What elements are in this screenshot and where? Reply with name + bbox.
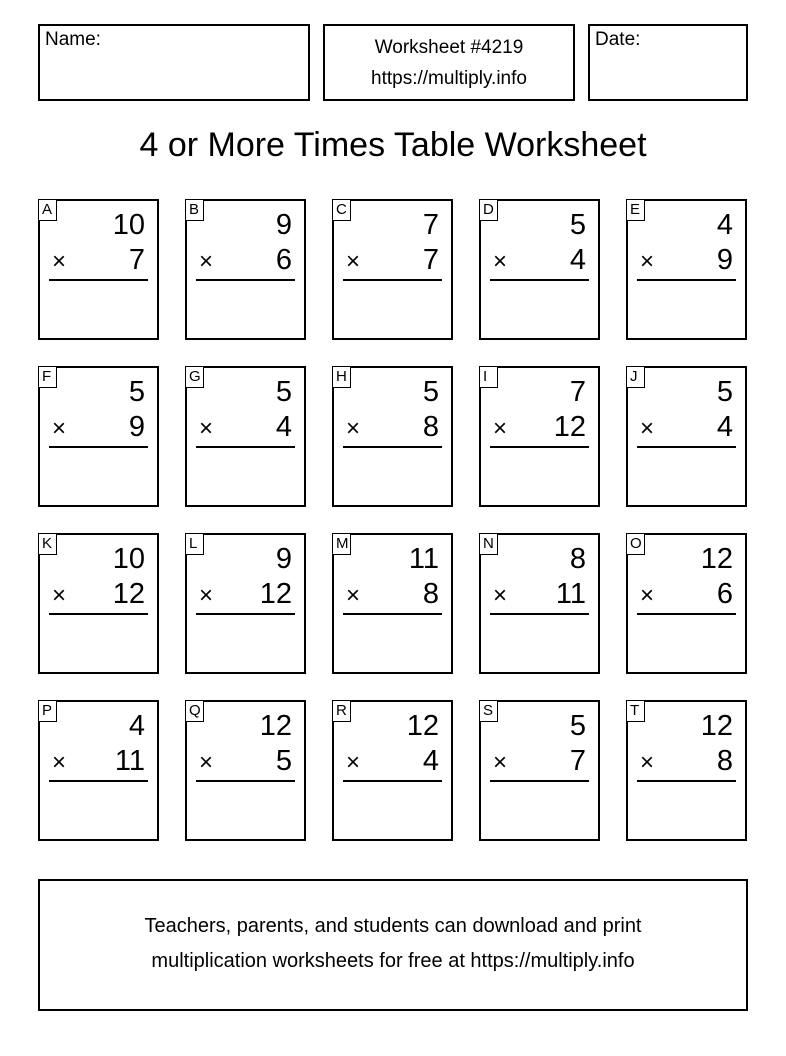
multiplicand: 8 <box>569 543 586 575</box>
answer-line <box>196 613 295 615</box>
problem-letter: N <box>479 533 498 555</box>
worksheet-number: Worksheet #4219 <box>374 37 524 58</box>
problem-letter: C <box>332 199 351 221</box>
answer-line <box>490 446 589 448</box>
problem-card[interactable] <box>626 199 747 340</box>
multiplicand: 10 <box>112 209 145 241</box>
multiply-sign: × <box>199 248 214 275</box>
multiplicand: 12 <box>700 710 733 742</box>
multiplier: 7 <box>422 244 439 276</box>
problem-letter: J <box>626 366 645 388</box>
multiply-sign: × <box>640 248 655 275</box>
multiplier: 9 <box>128 411 145 443</box>
problem-letter: O <box>626 533 645 555</box>
multiply-sign: × <box>640 749 655 776</box>
multiplier: 6 <box>275 244 292 276</box>
answer-line <box>637 279 736 281</box>
multiply-sign: × <box>493 582 508 609</box>
multiplier: 4 <box>569 244 586 276</box>
multiplicand: 7 <box>569 376 586 408</box>
multiplier: 8 <box>716 745 733 777</box>
problem-card[interactable] <box>38 199 159 340</box>
multiplicand: 5 <box>569 209 586 241</box>
problem-letter: K <box>38 533 57 555</box>
problem-letter: A <box>38 199 57 221</box>
problem-letter: I <box>479 366 498 388</box>
answer-line <box>49 446 148 448</box>
multiply-sign: × <box>52 248 67 275</box>
multiply-sign: × <box>346 582 361 609</box>
multiplier: 11 <box>555 578 586 610</box>
problem-card[interactable] <box>626 366 747 507</box>
footer-box <box>38 879 748 1011</box>
problem-card[interactable] <box>626 533 747 674</box>
answer-line <box>490 279 589 281</box>
multiplier: 8 <box>422 411 439 443</box>
multiply-sign: × <box>493 749 508 776</box>
multiplier: 7 <box>569 745 586 777</box>
multiplier: 5 <box>275 745 292 777</box>
multiplicand: 4 <box>716 209 733 241</box>
multiplier: 12 <box>553 411 586 443</box>
multiplicand: 10 <box>112 543 145 575</box>
date-field[interactable] <box>588 24 748 101</box>
multiplier: 11 <box>114 745 145 777</box>
problem-card[interactable] <box>332 700 453 841</box>
multiplicand: 12 <box>406 710 439 742</box>
multiply-sign: × <box>199 415 214 442</box>
problem-card[interactable] <box>38 533 159 674</box>
problem-card[interactable] <box>626 700 747 841</box>
multiplicand: 11 <box>408 543 439 575</box>
problem-card[interactable] <box>185 700 306 841</box>
problem-card[interactable] <box>332 199 453 340</box>
multiply-sign: × <box>199 582 214 609</box>
multiplier: 12 <box>259 578 292 610</box>
problem-card[interactable] <box>185 199 306 340</box>
multiply-sign: × <box>493 415 508 442</box>
answer-line <box>637 780 736 782</box>
problem-letter: R <box>332 700 351 722</box>
multiplier: 7 <box>128 244 145 276</box>
multiplicand: 9 <box>275 543 292 575</box>
page-title: 4 or More Times Table Worksheet <box>139 126 647 164</box>
worksheet-info-box <box>323 24 575 101</box>
multiplicand: 5 <box>716 376 733 408</box>
answer-line <box>196 279 295 281</box>
multiply-sign: × <box>52 582 67 609</box>
multiplier: 6 <box>716 578 733 610</box>
name-field[interactable] <box>38 24 310 101</box>
multiply-sign: × <box>346 415 361 442</box>
problem-card[interactable] <box>185 366 306 507</box>
problem-card[interactable] <box>479 366 600 507</box>
answer-line <box>637 446 736 448</box>
multiplicand: 12 <box>700 543 733 575</box>
answer-line <box>343 613 442 615</box>
multiplier: 12 <box>112 578 145 610</box>
problem-card[interactable] <box>479 199 600 340</box>
problem-letter: L <box>185 533 204 555</box>
problem-letter: B <box>185 199 204 221</box>
date-label: Date: <box>595 29 641 50</box>
name-label: Name: <box>45 29 101 50</box>
multiply-sign: × <box>493 248 508 275</box>
problem-letter: M <box>332 533 351 555</box>
problem-letter: H <box>332 366 351 388</box>
multiplicand: 7 <box>422 209 439 241</box>
answer-line <box>490 780 589 782</box>
problem-letter: T <box>626 700 645 722</box>
answer-line <box>637 613 736 615</box>
problem-letter: F <box>38 366 57 388</box>
multiply-sign: × <box>346 749 361 776</box>
multiply-sign: × <box>52 415 67 442</box>
multiplier: 9 <box>716 244 733 276</box>
problem-card[interactable] <box>185 533 306 674</box>
footer-line-2: multiplication worksheets for free at https://multiply.info <box>151 950 635 972</box>
problem-card[interactable] <box>38 700 159 841</box>
multiplier: 4 <box>716 411 733 443</box>
problem-letter: S <box>479 700 498 722</box>
multiplicand: 9 <box>275 209 292 241</box>
multiply-sign: × <box>199 749 214 776</box>
multiply-sign: × <box>640 415 655 442</box>
multiplicand: 5 <box>422 376 439 408</box>
multiplicand: 4 <box>128 710 145 742</box>
footer-line-1: Teachers, parents, and students can download and print <box>144 915 642 937</box>
problem-letter: G <box>185 366 204 388</box>
answer-line <box>49 613 148 615</box>
multiplier: 8 <box>422 578 439 610</box>
answer-line <box>49 780 148 782</box>
multiplicand: 5 <box>569 710 586 742</box>
answer-line <box>343 279 442 281</box>
multiply-sign: × <box>640 582 655 609</box>
multiplier: 4 <box>422 745 439 777</box>
answer-line <box>343 446 442 448</box>
problem-card[interactable] <box>479 700 600 841</box>
multiply-sign: × <box>52 749 67 776</box>
answer-line <box>49 279 148 281</box>
multiply-sign: × <box>346 248 361 275</box>
problem-letter: Q <box>185 700 204 722</box>
answer-line <box>196 446 295 448</box>
worksheet-url: https://multiply.info <box>371 68 527 89</box>
problem-letter: P <box>38 700 57 722</box>
problem-card[interactable] <box>332 533 453 674</box>
multiplicand: 12 <box>259 710 292 742</box>
problem-card[interactable] <box>38 366 159 507</box>
answer-line <box>490 613 589 615</box>
problem-letter: E <box>626 199 645 221</box>
problem-card[interactable] <box>332 366 453 507</box>
problem-card[interactable] <box>479 533 600 674</box>
answer-line <box>196 780 295 782</box>
problem-letter: D <box>479 199 498 221</box>
multiplier: 4 <box>275 411 292 443</box>
answer-line <box>343 780 442 782</box>
multiplicand: 5 <box>128 376 145 408</box>
multiplicand: 5 <box>275 376 292 408</box>
